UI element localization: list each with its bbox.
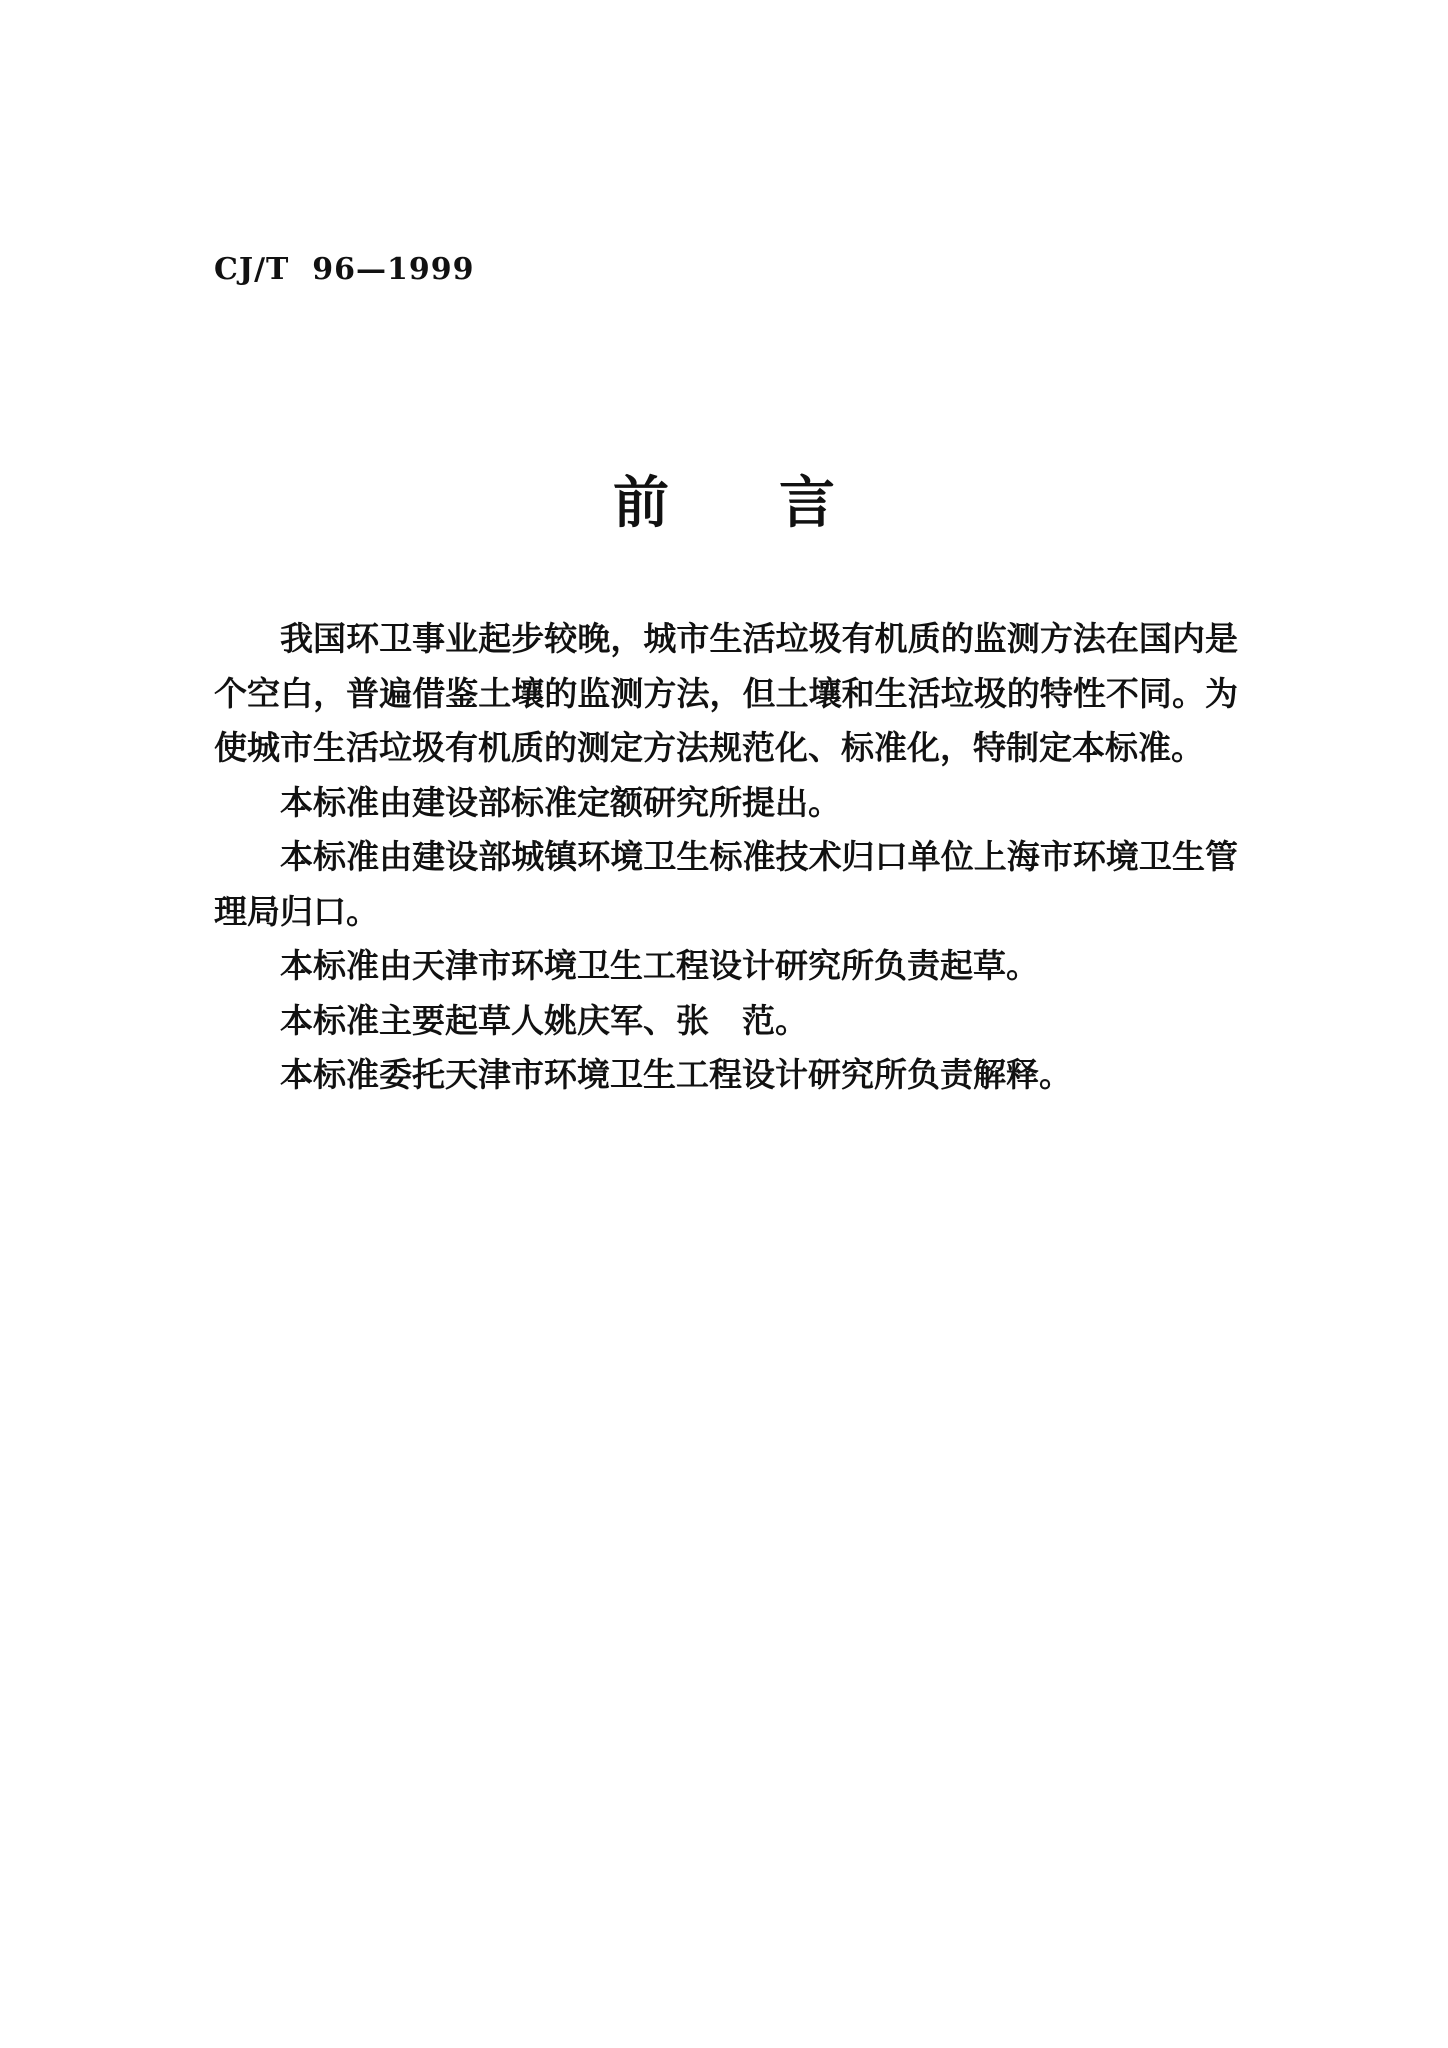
paragraph-proposer: 本标准由建设部标准定额研究所提出。 <box>280 782 841 822</box>
paragraph-administrator: 本标准由建设部城镇环境卫生标准技术归口单位上海市环境卫生管理局归口。 <box>214 837 1238 931</box>
paragraph-background: 我国环卫事业起步较晚，城市生活垃圾有机质的监测方法在国内是个空白，普遍借鉴土壤的监测方法，但土壤和生活垃圾的特性不同。为使城市生活垃圾有机质的测定方法规范化、标准化，特制定本标准。 <box>214 619 1238 767</box>
paragraph-main-drafters: 本标准主要起草人姚庆军、张 范。 <box>280 1000 808 1040</box>
page-title: 前言 <box>613 471 945 536</box>
foreword-body <box>214 612 1238 1103</box>
standard-code: CJ/T 96—1999 <box>214 252 475 287</box>
paragraph-drafter: 本标准由天津市环境卫生工程设计研究所负责起草。 <box>280 946 1039 985</box>
paragraph-interpretation: 本标准委托天津市环境卫生工程设计研究所负责解释。 <box>280 1055 1072 1094</box>
